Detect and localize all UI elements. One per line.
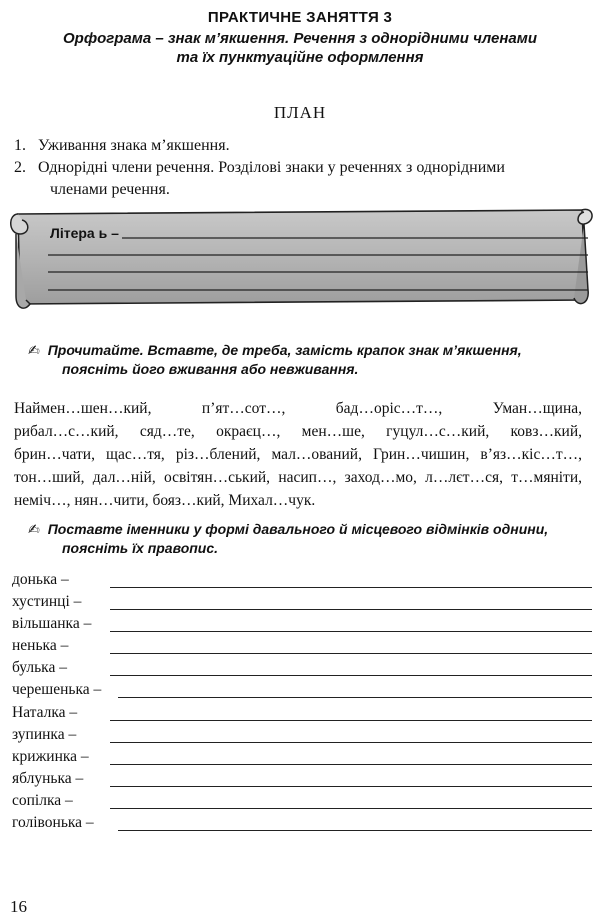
answer-line[interactable] — [118, 697, 592, 698]
answer-line[interactable] — [110, 720, 592, 721]
word-line: брин…чати, щас…тя, різ…блений, мал…ований, Грин…чишин, в’яз…кіс…т…, — [14, 446, 582, 463]
plan-item-text: Уживання знака м’якшення. — [38, 137, 230, 154]
noun-row — [12, 615, 592, 637]
noun-row — [12, 637, 592, 659]
noun-row — [12, 681, 592, 703]
noun-row — [12, 748, 592, 770]
scroll-graphic — [10, 200, 595, 315]
noun-word: донька – — [12, 571, 69, 588]
task-1-instruction — [28, 341, 593, 379]
answer-line[interactable] — [118, 830, 592, 831]
answer-line[interactable] — [110, 764, 592, 765]
noun-word: сопілка – — [12, 791, 73, 809]
answer-line[interactable] — [110, 742, 592, 743]
answer-line[interactable] — [110, 587, 592, 588]
task-1-word-list — [14, 397, 582, 512]
noun-row — [12, 571, 592, 593]
pen-icon: ✍ — [28, 521, 40, 537]
plan-item-text: Однорідні члени речення. Розділові знаки у реченнях з однорідними — [38, 159, 505, 176]
scroll-label: Літера ь – — [50, 225, 119, 241]
answer-line[interactable] — [110, 808, 592, 809]
page-subtitle — [20, 29, 580, 67]
plan-item-number: 2. — [14, 159, 26, 176]
word-line: неміч…, нян…чити, бояз…кий, Михал…чук. — [14, 492, 316, 509]
noun-exercise-list — [12, 571, 592, 836]
scroll-banner — [10, 200, 595, 315]
noun-word: Наталка – — [12, 703, 78, 721]
noun-word: крижинка – — [12, 747, 89, 765]
answer-line[interactable] — [110, 786, 592, 787]
subtitle-line-1: Орфограма – знак м’якшення. Речення з однорідними членами — [63, 30, 537, 47]
noun-row — [12, 770, 592, 792]
plan-item-2 — [14, 157, 584, 201]
answer-line[interactable] — [110, 609, 592, 610]
word-line: Наймен…шен…кий, п’ят…сот…, бад…оріс…т…, Уман…щина, — [14, 400, 582, 417]
answer-line[interactable] — [110, 653, 592, 654]
noun-word: хустинці – — [12, 593, 82, 611]
noun-word: черешенька – — [12, 681, 102, 699]
subtitle-line-2: та їх пунктуаційне оформлення — [176, 49, 424, 66]
page-number: 16 — [10, 897, 27, 916]
plan-list — [14, 135, 584, 201]
noun-word: булька – — [12, 659, 67, 677]
noun-row — [12, 659, 592, 681]
answer-line[interactable] — [110, 675, 592, 676]
pen-icon: ✍ — [28, 342, 40, 358]
noun-word: яблунька – — [12, 769, 84, 787]
word-line: тон…ший, дал…ній, освітян…ський, насип…, заход…мо, л…лєт…ся, т…мяніти, — [14, 469, 582, 486]
noun-row — [12, 704, 592, 726]
noun-word: ненька – — [12, 637, 69, 655]
task-2-line-2: поясніть їх правопис. — [62, 540, 219, 556]
answer-line[interactable] — [110, 631, 592, 632]
task-2-line-1: Поставте іменники у формі давального й місцевого відмінків однини, — [47, 521, 549, 537]
plan-item-continuation: членами речення. — [50, 181, 170, 198]
noun-word: вільшанка – — [12, 615, 92, 633]
word-line: рибал…с…кий, сяд…те, окраєц…, мен…ше, гуцул…с…кий, ковз…кий, — [14, 423, 582, 440]
noun-word: голівонька – — [12, 814, 94, 832]
task-2-instruction — [28, 520, 593, 558]
task-1-line-2: поясніть його вживання або невживання. — [62, 361, 359, 377]
plan-item-number: 1. — [14, 137, 26, 154]
page-title: ПРАКТИЧНЕ ЗАНЯТТЯ 3 — [207, 9, 393, 26]
noun-row — [12, 792, 592, 814]
task-1-line-1: Прочитайте. Вставте, де треба, замість крапок знак м’якшення, — [47, 342, 522, 358]
noun-row — [12, 726, 592, 748]
plan-heading: ПЛАН — [273, 103, 327, 122]
plan-item-1 — [14, 135, 584, 157]
noun-row — [12, 593, 592, 615]
noun-row — [12, 814, 592, 836]
noun-word: зупинка – — [12, 725, 77, 743]
